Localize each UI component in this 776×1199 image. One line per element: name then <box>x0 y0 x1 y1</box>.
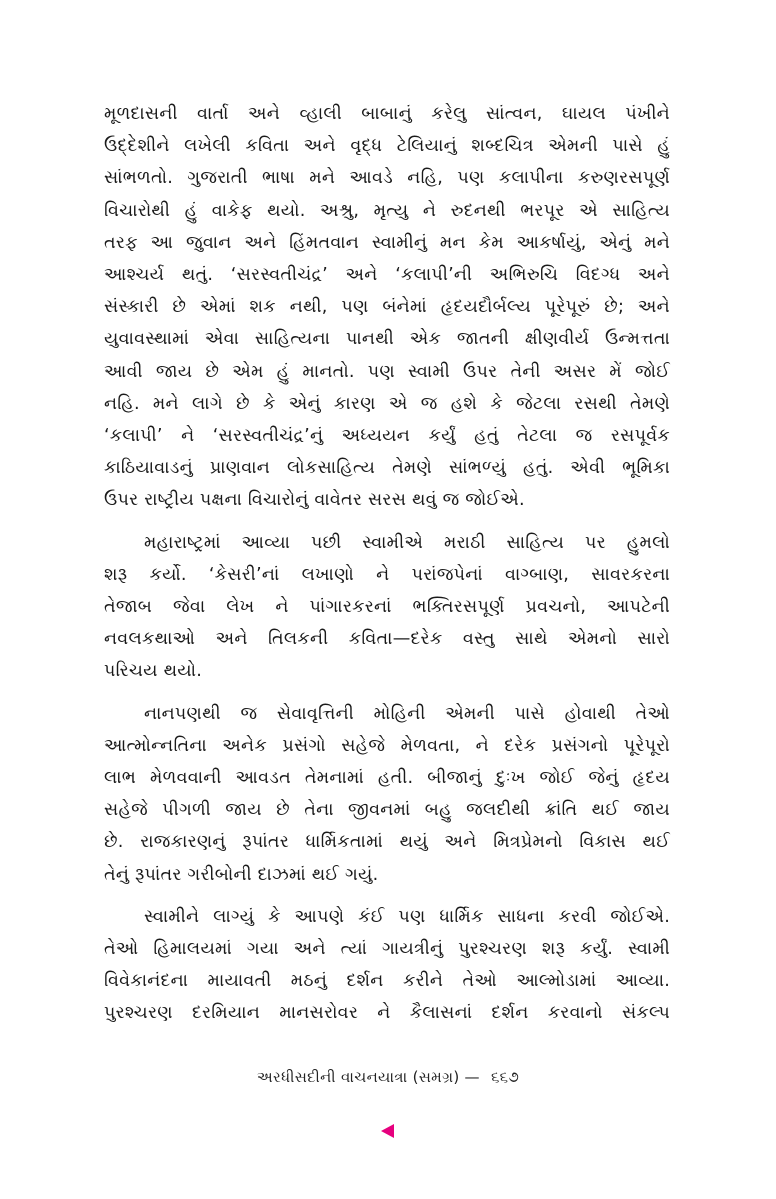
document-page <box>104 98 670 1040</box>
triangle-left-icon[interactable] <box>381 1124 394 1138</box>
text-line: તેનું રૂપાંતર ગરીબોની દાઝમાં થઈ ગયું. <box>104 864 379 885</box>
text-line: સ્વામીને લાગ્યું કે આપણે કંઈ પણ ધાર્મિક સાધના કરવી જોઈએ. <box>144 906 670 927</box>
text-line: સહેજે પીગળી જાય છે તેના જીવનમાં બહુ જલદીથી ક્રાંતિ થઈ જાય <box>104 800 670 821</box>
text-line: લાભ મેળવવાની આવડત તેમનામાં હતી. બીજાનું દુઃખ જોઈ જેનું હૃદય <box>104 768 670 789</box>
paragraph-1 <box>104 98 670 517</box>
paragraph-2 <box>104 527 670 688</box>
text-line: શરૂ કર્યો. ‘કેસરી’નાં લખાણો ને પરાંજપેનાં વાગ્બાણ, સાવરકરના <box>104 564 670 585</box>
page-footer <box>0 1068 776 1086</box>
text-line: વિવેકાનંદના માયાવતી મઠનું દર્શન કરીને તેઓ આલ્મોડામાં આવ્યા. <box>104 971 670 992</box>
text-line: કાઠિયાવાડનું પ્રાણવાન લોકસાહિત્ય તેમણે સાંભળ્યું હતું. એવી ભૂમિકા <box>104 458 670 479</box>
text-line: તેજાબ જેવા લેખ ને પાંગારકરનાં ભક્તિરસપૂર્ણ પ્રવચનો, આપટેની <box>104 597 670 618</box>
text-line: નાનપણથી જ સેવાવૃત્તિની મોહિની એમની પાસે હોવાથી તેઓ <box>144 703 670 724</box>
paragraph-4 <box>104 901 670 1030</box>
text-line: સંસ્કારી છે એમાં શક નથી, પણ બંનેમાં હૃદયદૌર્બલ્ય પૂરેપૂરું છે; અને <box>104 297 670 318</box>
book-title: અરધીસદીની વાચનયાત્રા (સમગ્ર) <box>256 1068 460 1086</box>
text-line: ઉપર રાષ્ટ્રીય પક્ષના વિચારોનું વાવેતર સરસ થવું જ જોઈએ. <box>104 490 525 511</box>
text-line: સાંભળતો. ગુજરાતી ભાષા મને આવડે નહિ, પણ કલાપીના કરુણરસપૂર્ણ <box>104 168 670 189</box>
text-line: આવી જાય છે એમ હું માનતો. પણ સ્વામી ઉપર તેની અસર મેં જોઈ <box>104 361 670 382</box>
text-line: નહિ. મને લાગે છે કે એનું કારણ એ જ હશે કે જેટલા રસથી તેમણે <box>104 393 670 414</box>
page-number: ૬૬૭ <box>490 1068 520 1086</box>
text-line: મૂળદાસની વાર્તા અને વ્હાલી બાબાનું કરેલુ સાંત્વન, ઘાયલ પંખીને <box>104 104 670 124</box>
text-line: તરફ આ જુવાન અને હિંમતવાન સ્વામીનું મન કેમ આકર્ષાયું, એનું મને <box>104 232 670 253</box>
paragraph-3 <box>104 698 670 891</box>
text-line: ‘કલાપી’ ને ‘સરસ્વતીચંદ્ર’નું અધ્યયન કર્યું હતું તેટલા જ રસપૂર્વક <box>104 426 670 447</box>
text-line: યુવાવસ્થામાં એવા સાહિત્યના પાનથી એક જાતની ક્ષીણવીર્ય ઉન્મત્તતા <box>104 329 670 350</box>
text-line: નવલકથાઓ અને તિલકની કવિતા—દરેક વસ્તુ સાથે એમનો સારો <box>104 629 670 650</box>
footer-separator: — <box>464 1068 480 1086</box>
text-line: છે. રાજકારણનું રૂપાંતર ધાર્મિકતામાં થયું અને મિત્રપ્રેમનો વિકાસ થઈ <box>104 832 670 853</box>
text-line: પુરશ્ચરણ દરમિયાન માનસરોવર ને કૈલાસનાં દર્શન કરવાનો સંકલ્પ <box>104 1003 670 1024</box>
text-line: મહારાષ્ટ્રમાં આવ્યા પછી સ્વામીએ મરાઠી સાહિત્ય પર હુમલો <box>144 532 670 553</box>
text-line: આત્મોન્નતિના અનેક પ્રસંગો સહેજે મેળવતા, ને દરેક પ્રસંગનો પૂરેપૂરો <box>104 735 670 756</box>
text-line: વિચારોથી હું વાકેફ થયો. અશ્રુ, મૃત્યુ ને રુદનથી ભરપૂર એ સાહિત્ય <box>104 200 670 221</box>
text-line: ઉદ્દેશીને લખેલી કવિતા અને વૃદ્ધ ટેલિયાનું શબ્દચિત્ર એમની પાસે હું <box>104 136 670 157</box>
text-line: આશ્ચર્ય થતું. ‘સરસ્વતીચંદ્ર’ અને ‘કલાપી’ની અભિરુચિ વિદગ્ધ અને <box>104 265 670 286</box>
text-line: પરિચય થયો. <box>104 661 203 682</box>
text-line: તેઓ હિમાલયમાં ગયા અને ત્યાં ગાયત્રીનું પુરશ્ચરણ શરૂ કર્યું. સ્વામી <box>104 939 670 960</box>
